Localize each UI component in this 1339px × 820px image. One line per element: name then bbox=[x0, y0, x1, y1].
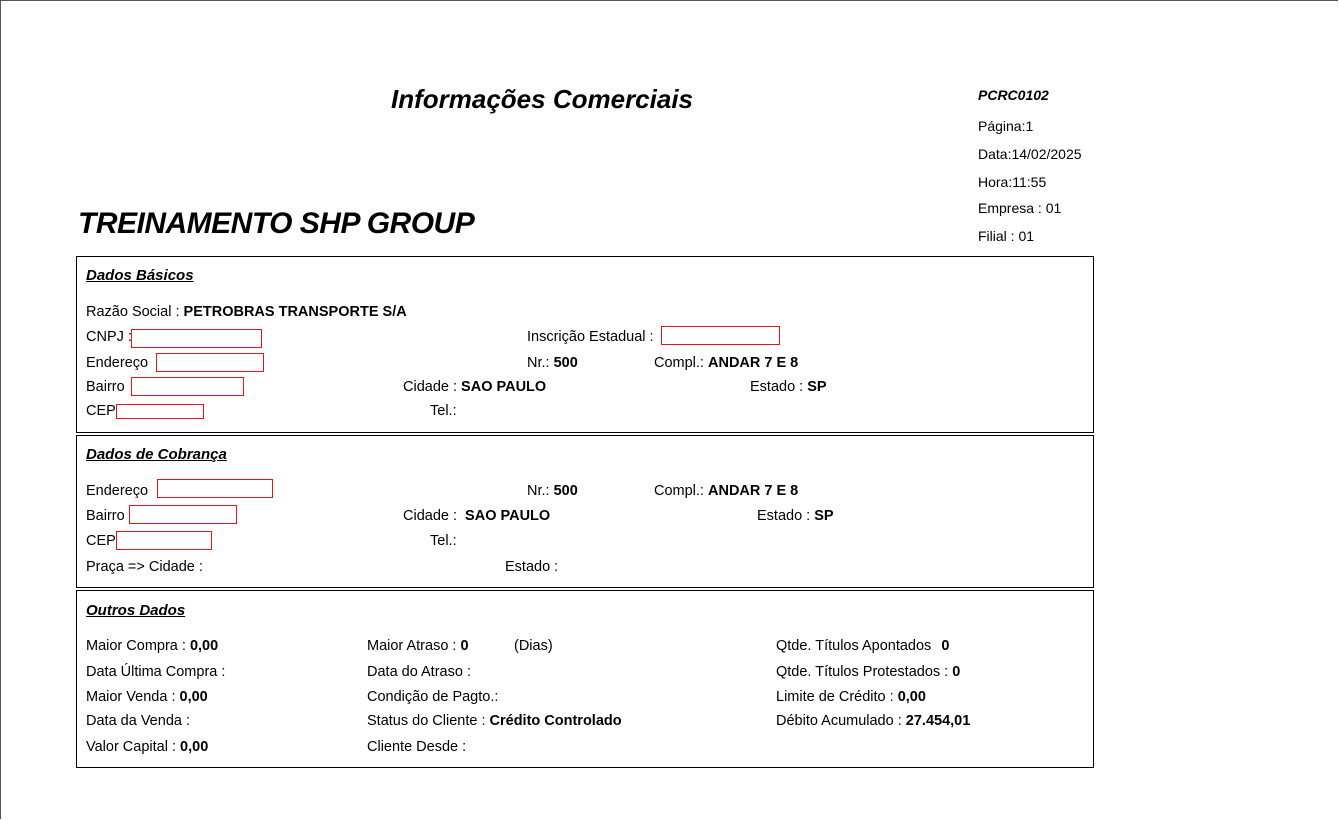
titulos-protestados-label: Qtde. Títulos Protestados : bbox=[776, 664, 953, 680]
maior-venda bbox=[86, 689, 208, 705]
data-atraso-label: Data do Atraso : bbox=[367, 664, 471, 680]
bairro-redaction bbox=[131, 377, 244, 396]
limite-credito-value: 0,00 bbox=[897, 689, 926, 705]
data-venda-label: Data da Venda : bbox=[86, 713, 190, 729]
cobranca-nr bbox=[527, 483, 578, 499]
inscricao-estadual-redaction bbox=[661, 326, 780, 345]
maior-venda-value: 0,00 bbox=[179, 689, 208, 705]
section-title-outros-dados: Outros Dados bbox=[86, 602, 186, 619]
estado-label: Estado : bbox=[750, 379, 808, 395]
cep-label: CEP bbox=[86, 403, 116, 419]
report-title: Informações Comerciais bbox=[391, 84, 694, 114]
report-code: PCRC0102 bbox=[978, 87, 1049, 103]
valor-capital bbox=[86, 739, 208, 755]
cobranca-cep-label: CEP bbox=[86, 533, 116, 549]
time-label: Hora: bbox=[978, 174, 1013, 190]
maior-compra bbox=[86, 638, 218, 654]
report-date bbox=[978, 146, 1082, 162]
cobranca-nr-value: 500 bbox=[553, 483, 578, 499]
maior-atraso bbox=[367, 638, 469, 654]
praca-estado-label: Estado : bbox=[505, 559, 559, 575]
estado-value: SP bbox=[807, 379, 827, 395]
tel-label: Tel.: bbox=[430, 403, 457, 419]
dias-label: (Dias) bbox=[514, 638, 553, 654]
inscricao-estadual-label: Inscrição Estadual : bbox=[527, 329, 654, 345]
cobranca-estado-label: Estado : bbox=[757, 508, 815, 524]
debito-acumulado bbox=[776, 713, 970, 729]
nr-value: 500 bbox=[553, 355, 578, 371]
maior-compra-label: Maior Compra : bbox=[86, 638, 190, 654]
nr bbox=[527, 355, 578, 371]
cidade-value: SAO PAULO bbox=[461, 379, 547, 395]
endereco-redaction bbox=[156, 353, 264, 372]
debito-acumulado-label: Débito Acumulado : bbox=[776, 713, 906, 729]
status-cliente-value: Crédito Controlado bbox=[489, 713, 622, 729]
cidade bbox=[403, 379, 546, 395]
razao-social bbox=[86, 304, 407, 320]
cobranca-tel-label: Tel.: bbox=[430, 533, 457, 549]
page-value: 1 bbox=[1025, 118, 1034, 134]
cnpj-label: CNPJ : bbox=[86, 329, 132, 345]
titulos-protestados bbox=[776, 664, 960, 680]
cobranca-cidade-value: SAO PAULO bbox=[465, 508, 551, 524]
estado bbox=[750, 379, 827, 395]
company-name: TREINAMENTO SHP GROUP bbox=[78, 207, 475, 240]
cobranca-bairro-redaction bbox=[129, 505, 237, 524]
page-number bbox=[978, 118, 1033, 134]
filial-value: 01 bbox=[1018, 228, 1035, 244]
limite-credito bbox=[776, 689, 926, 705]
condicao-pagto-label: Condição de Pagto.: bbox=[367, 689, 499, 705]
status-cliente bbox=[367, 713, 622, 729]
section-title-dados-cobranca: Dados de Cobrança bbox=[86, 446, 227, 463]
cidade-label: Cidade : bbox=[403, 379, 462, 395]
cobranca-compl-value: ANDAR 7 E 8 bbox=[708, 483, 799, 499]
titulos-apontados-value: 0 bbox=[941, 638, 950, 654]
cobranca-cidade bbox=[403, 508, 550, 524]
razao-social-value: PETROBRAS TRANSPORTE S/A bbox=[183, 304, 407, 320]
cobranca-nr-label: Nr.: bbox=[527, 483, 554, 499]
cobranca-estado bbox=[757, 508, 834, 524]
filial bbox=[978, 228, 1034, 244]
cliente-desde-label: Cliente Desde : bbox=[367, 739, 467, 755]
maior-atraso-label: Maior Atraso : bbox=[367, 638, 461, 654]
section-title-dados-basicos: Dados Básicos bbox=[86, 267, 194, 284]
compl-label: Compl.: bbox=[654, 355, 708, 371]
empresa-value: 01 bbox=[1045, 200, 1062, 216]
praca-cidade-label: Praça => Cidade : bbox=[86, 559, 203, 575]
cnpj-redaction bbox=[131, 329, 262, 348]
cobranca-endereco-label: Endereço bbox=[86, 483, 149, 499]
limite-credito-label: Limite de Crédito : bbox=[776, 689, 898, 705]
bairro-label: Bairro bbox=[86, 379, 125, 395]
cobranca-cep-redaction bbox=[116, 531, 212, 550]
maior-compra-value: 0,00 bbox=[189, 638, 219, 654]
empresa-label: Empresa : bbox=[978, 200, 1046, 216]
razao-social-label: Razão Social : bbox=[86, 304, 184, 320]
maior-atraso-value: 0 bbox=[460, 638, 469, 654]
titulos-apontados bbox=[776, 638, 949, 654]
cobranca-endereco-redaction bbox=[157, 479, 273, 498]
date-value: 14/02/2025 bbox=[1011, 146, 1082, 162]
cobranca-estado-value: SP bbox=[814, 508, 834, 524]
maior-venda-label: Maior Venda : bbox=[86, 689, 180, 705]
debito-acumulado-value: 27.454,01 bbox=[905, 713, 971, 729]
time-value: 11:55 bbox=[1012, 174, 1047, 190]
valor-capital-label: Valor Capital : bbox=[86, 739, 181, 755]
complemento bbox=[654, 355, 798, 371]
cobranca-cidade-label: Cidade : bbox=[403, 508, 462, 524]
empresa bbox=[978, 200, 1061, 216]
titulos-apontados-label: Qtde. Títulos Apontados bbox=[776, 638, 932, 654]
cobranca-bairro-label: Bairro bbox=[86, 508, 125, 524]
endereco-label: Endereço bbox=[86, 355, 149, 371]
date-label: Data: bbox=[978, 146, 1012, 162]
report-time bbox=[978, 174, 1046, 190]
filial-label: Filial : bbox=[978, 228, 1019, 244]
page-label: Página: bbox=[978, 118, 1026, 134]
nr-label: Nr.: bbox=[527, 355, 554, 371]
cep-redaction bbox=[116, 404, 204, 419]
valor-capital-value: 0,00 bbox=[180, 739, 209, 755]
titulos-protestados-value: 0 bbox=[952, 664, 961, 680]
status-cliente-label: Status do Cliente : bbox=[367, 713, 490, 729]
cobranca-complemento bbox=[654, 483, 798, 499]
data-ultima-compra-label: Data Última Compra : bbox=[86, 664, 226, 680]
compl-value: ANDAR 7 E 8 bbox=[708, 355, 799, 371]
cobranca-compl-label: Compl.: bbox=[654, 483, 708, 499]
